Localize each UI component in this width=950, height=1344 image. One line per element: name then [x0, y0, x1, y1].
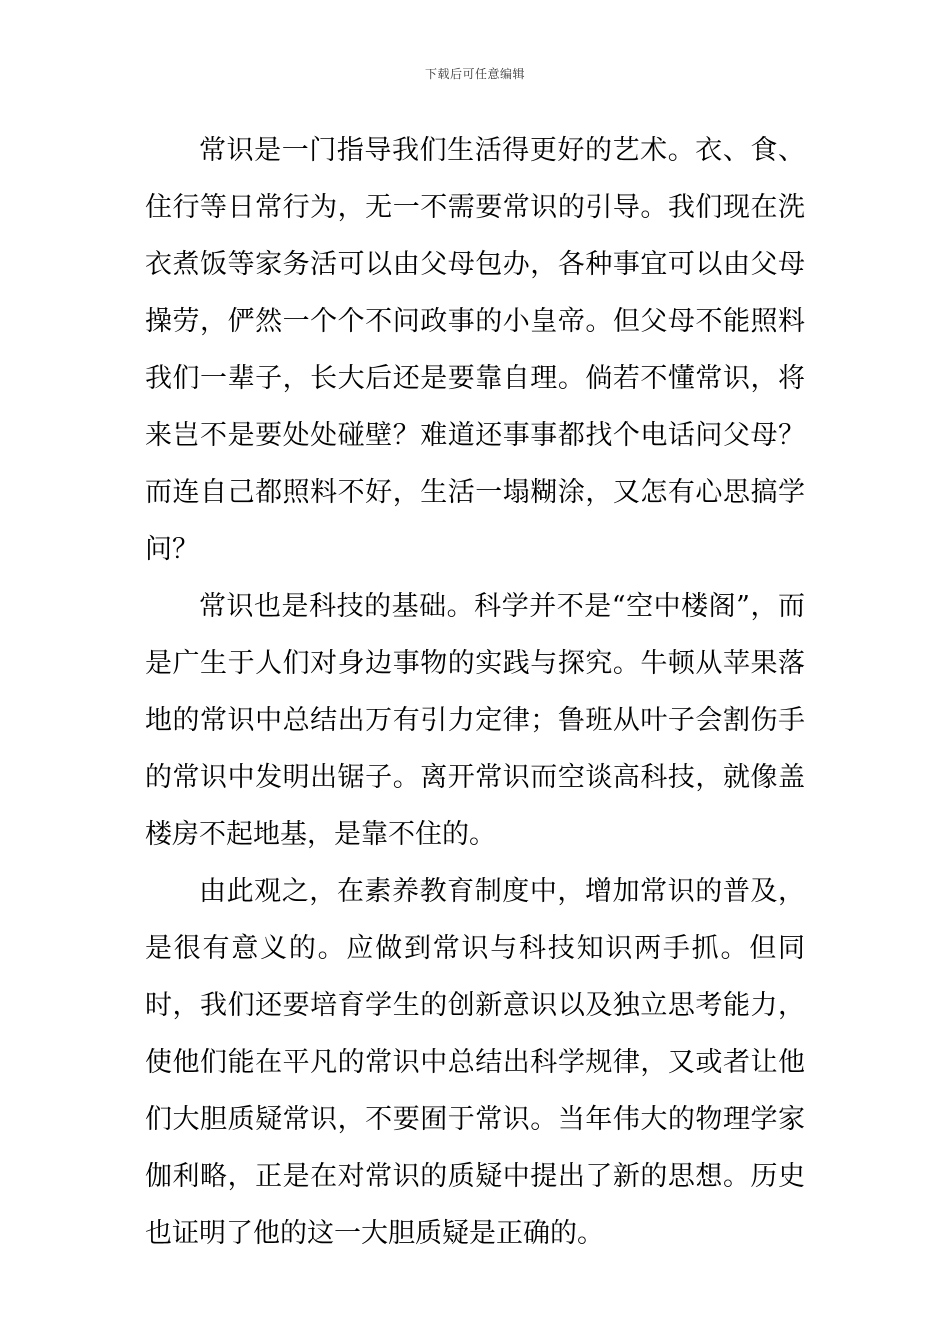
essay-body — [145, 122, 805, 1262]
paragraph-3: 由此观之，在素养教育制度中，增加常识的普及，是很有意义的。应做到常识与科技知识两手抓。但同时，我们还要培育学生的创新意识以及独立思考能力，使他们能在平凡的常识中总结出科学规律，又或者让他们大胆质疑常识，不要囿于常识。当年伟大的物理学家伽利略，正是在对常识的质疑中提出了新的思想。历史也证明了他的这一大胆质疑是正确的。 — [145, 876, 805, 1249]
paragraph-1: 常识是一门指导我们生活得更好的艺术。衣、食、住行等日常行为，无一不需要常识的引导。我们现在洗衣煮饭等家务活可以由父母包办，各种事宜可以由父母操劳，俨然一个个不问政事的小皇帝。但父母不能照料我们一辈子，长大后还是要靠自理。倘若不懂常识，将来岂不是要处处碰壁？难道还事事都找个电话问父母？而连自己都照料不好，生活一塌糊涂，又怎有心思搞学问？ — [145, 135, 805, 565]
header-note: 下载后可任意编辑 — [424, 67, 525, 81]
paragraph-2: 常识也是科技的基础。科学并不是“空中楼阁”，而是广生于人们对身边事物的实践与探究。牛顿从苹果落地的常识中总结出万有引力定律；鲁班从叶子会割伤手的常识中发明出锯子。离开常识而空谈高科技，就像盖楼房不起地基，是靠不住的。 — [145, 591, 805, 850]
